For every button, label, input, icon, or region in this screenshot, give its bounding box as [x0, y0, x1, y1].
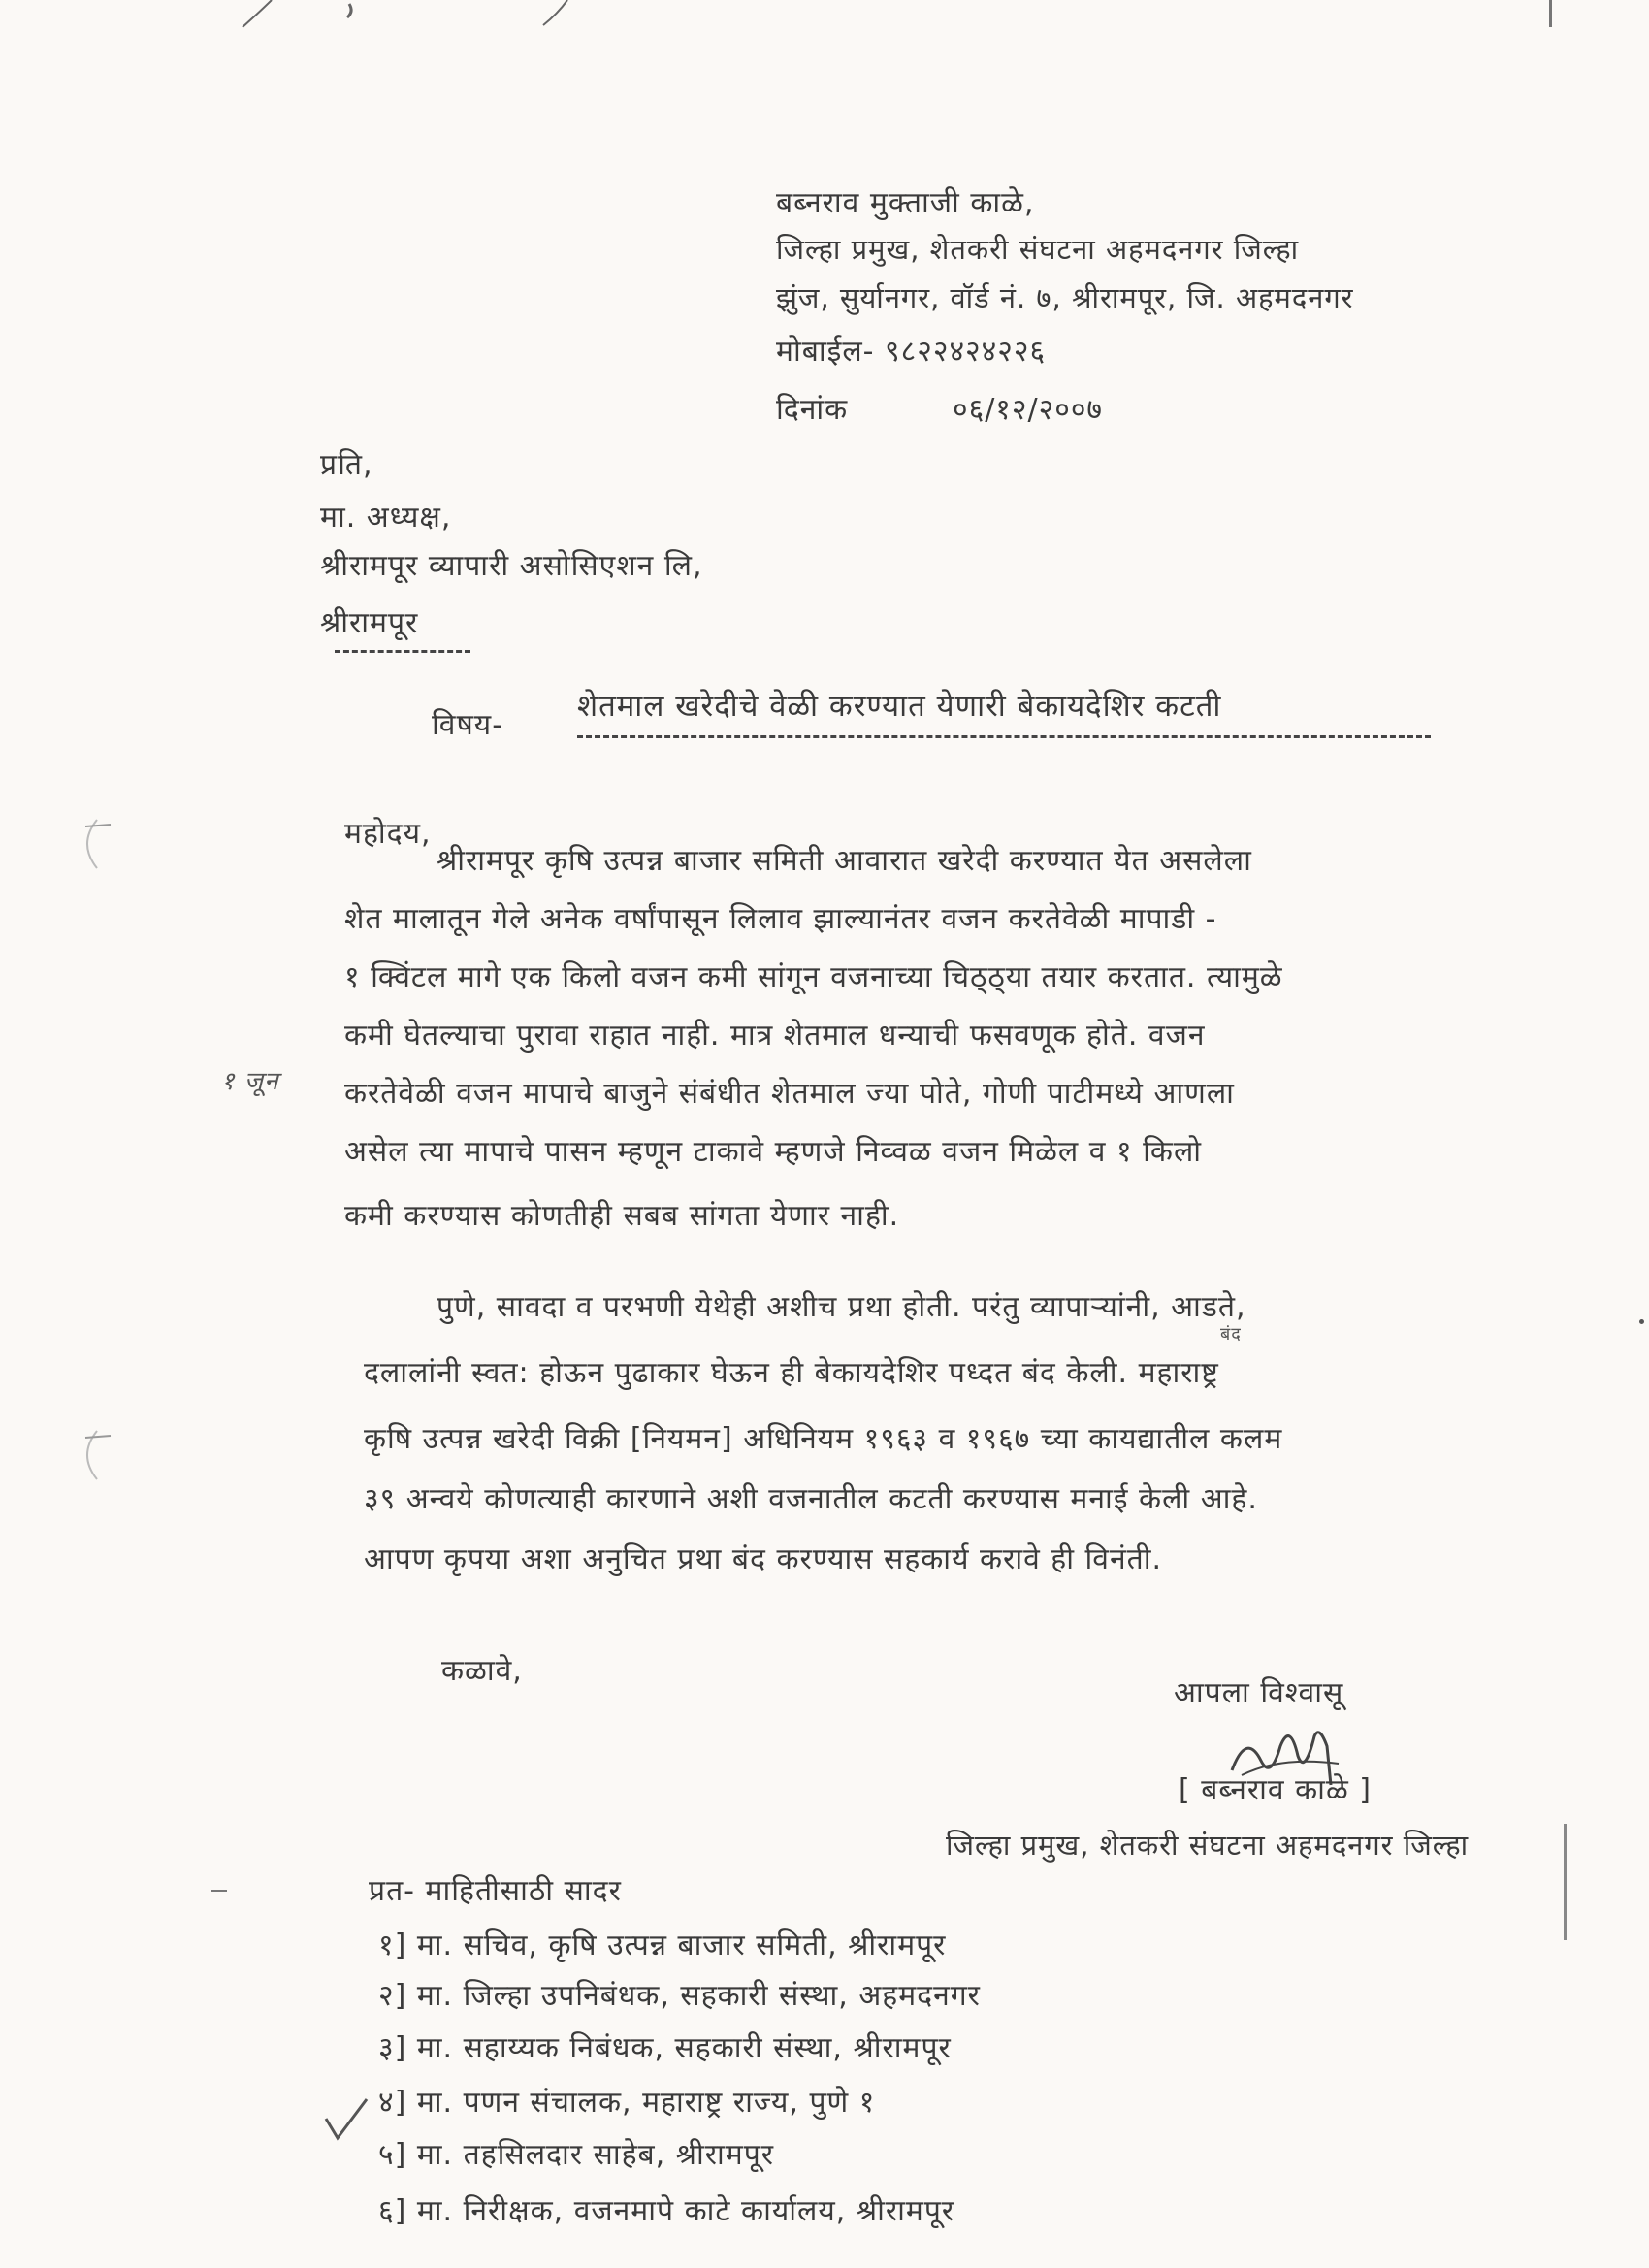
subject-label: विषय- — [432, 708, 504, 742]
copy-to-label: प्रत- माहितीसाठी सादर — [369, 1874, 622, 1908]
copy-to-item: २] मा. जिल्हा उपनिबंधक, सहकारी संस्था, अहमदनगर — [378, 1979, 981, 2013]
signature-designation: जिल्हा प्रमुख, शेतकरी संघटना अहमदनगर जिल्हा — [946, 1829, 1470, 1862]
recipient-city: श्रीरामपूर — [320, 606, 419, 640]
paragraph-line: करतेवेळी वजन मापाचे बाजुने संबंधीत शेतमाल ज्या पोते, गोणी पाटीमध्ये आणला — [344, 1077, 1235, 1111]
date-value: ०६/१२/२००७ — [953, 393, 1104, 427]
paragraph-line: कमी घेतल्याचा पुरावा राहात नाही. मात्र शेतमाल धन्याची फसवणूक होते. वजन — [344, 1019, 1206, 1053]
punch-hole-icon — [68, 1426, 116, 1484]
paragraph-line: पुणे, सावदा व परभणी येथेही अशीच प्रथा होती. परंतु व्यापाऱ्यांनी, आडते, — [436, 1290, 1246, 1324]
sender-address: झुंज, सुर्यानगर, वॉर्ड नं. ७, श्रीरामपूर, जि. अहमदनगर — [776, 281, 1354, 314]
copy-to-item: १] मा. सचिव, कृषि उत्पन्न बाजार समिती, श्रीरामपूर — [378, 1928, 947, 1962]
salutation: महोदय, — [344, 817, 432, 851]
scan-artifact-icon — [233, 0, 582, 29]
inserted-word: बंद — [1220, 1324, 1242, 1345]
sender-name: बब्नराव मुक्ताजी काळे, — [776, 186, 1035, 220]
paragraph-line: ३९ अन्वये कोणत्याही कारणाने अशी वजनातील कटती करण्यास मनाई केली आहे. — [364, 1482, 1258, 1516]
signature-yours: आपला विश्वासू — [1174, 1676, 1344, 1710]
recipient-title: मा. अध्यक्ष, — [320, 501, 452, 535]
sender-mobile: मोबाईल- ९८२२४२४२२६ — [776, 335, 1047, 369]
margin-note: १ जून — [221, 1067, 279, 1096]
checkmark-icon — [322, 2095, 371, 2144]
copy-to-item: ६] मा. निरीक्षक, वजनमापे काटे कार्यालय, श्रीरामपूर — [378, 2194, 955, 2228]
signature-name: [ बब्नराव काळे ] — [1179, 1773, 1372, 1807]
paragraph-line: कमी करण्यास कोणतीही सबब सांगता येणार नाही. — [344, 1199, 900, 1233]
closing: कळावे, — [441, 1654, 523, 1688]
paragraph-line: १ क्विंटल मागे एक किलो वजन कमी सांगून वजनाच्या चिठ्ठ्या तयार करतात. त्यामुळे — [344, 960, 1283, 994]
copy-to-item: ५] मा. तहसिलदार साहेब, श्रीरामपूर — [378, 2138, 775, 2172]
copy-to-item: ४] मा. पणन संचालक, महाराष्ट्र राज्य, पुणे १ — [378, 2086, 876, 2120]
sender-designation: जिल्हा प्रमुख, शेतकरी संघटना अहमदनगर जिल्हा — [776, 233, 1300, 266]
margin-tick — [211, 1890, 227, 1892]
date-label: दिनांक — [776, 393, 849, 427]
paragraph-line: आपण कृपया अशा अनुचित प्रथा बंद करण्यास सहकार्य करावे ही विनंती. — [364, 1542, 1163, 1576]
paragraph-line: कृषि उत्पन्न खरेदी विक्री [नियमन] अधिनियम १९६३ व १९६७ च्या कायद्यातील कलम — [364, 1422, 1283, 1456]
copy-to-item: ३] मा. सहाय्यक निबंधक, सहकारी संस्था, श्रीरामपूर — [378, 2031, 952, 2065]
paragraph-line: असेल त्या मापाचे पासन म्हणून टाकावे म्हणजे निव्वळ वजन मिळेल व १ किलो — [344, 1135, 1203, 1169]
punch-hole-icon — [68, 815, 116, 873]
subject-underline — [577, 735, 1431, 738]
subject-text: शेतमाल खरेदीचे वेळी करण्यात येणारी बेकायदेशिर कटती — [577, 689, 1222, 724]
paragraph-line: श्रीरामपूर कृषि उत्पन्न बाजार समिती आवारात खरेदी करण्यात येत असलेला — [436, 844, 1252, 878]
recipient-prati: प्रति, — [320, 448, 373, 482]
paragraph-line: शेत मालातून गेले अनेक वर्षांपासून लिलाव झाल्यानंतर वजन करतेवेळी मापाडी - — [344, 902, 1217, 936]
recipient-underline — [335, 650, 470, 653]
paragraph-line: दलालांनी स्वत: होऊन पुढाकार घेऊन ही बेकायदेशिर पध्दत बंद केली. महाराष्ट्र — [364, 1356, 1219, 1390]
binding-mark — [1549, 0, 1552, 27]
binding-mark — [1564, 1824, 1567, 1940]
recipient-org: श्रीरामपूर व्यापारी असोसिएशन लि, — [320, 549, 703, 583]
margin-dot — [1639, 1319, 1644, 1324]
